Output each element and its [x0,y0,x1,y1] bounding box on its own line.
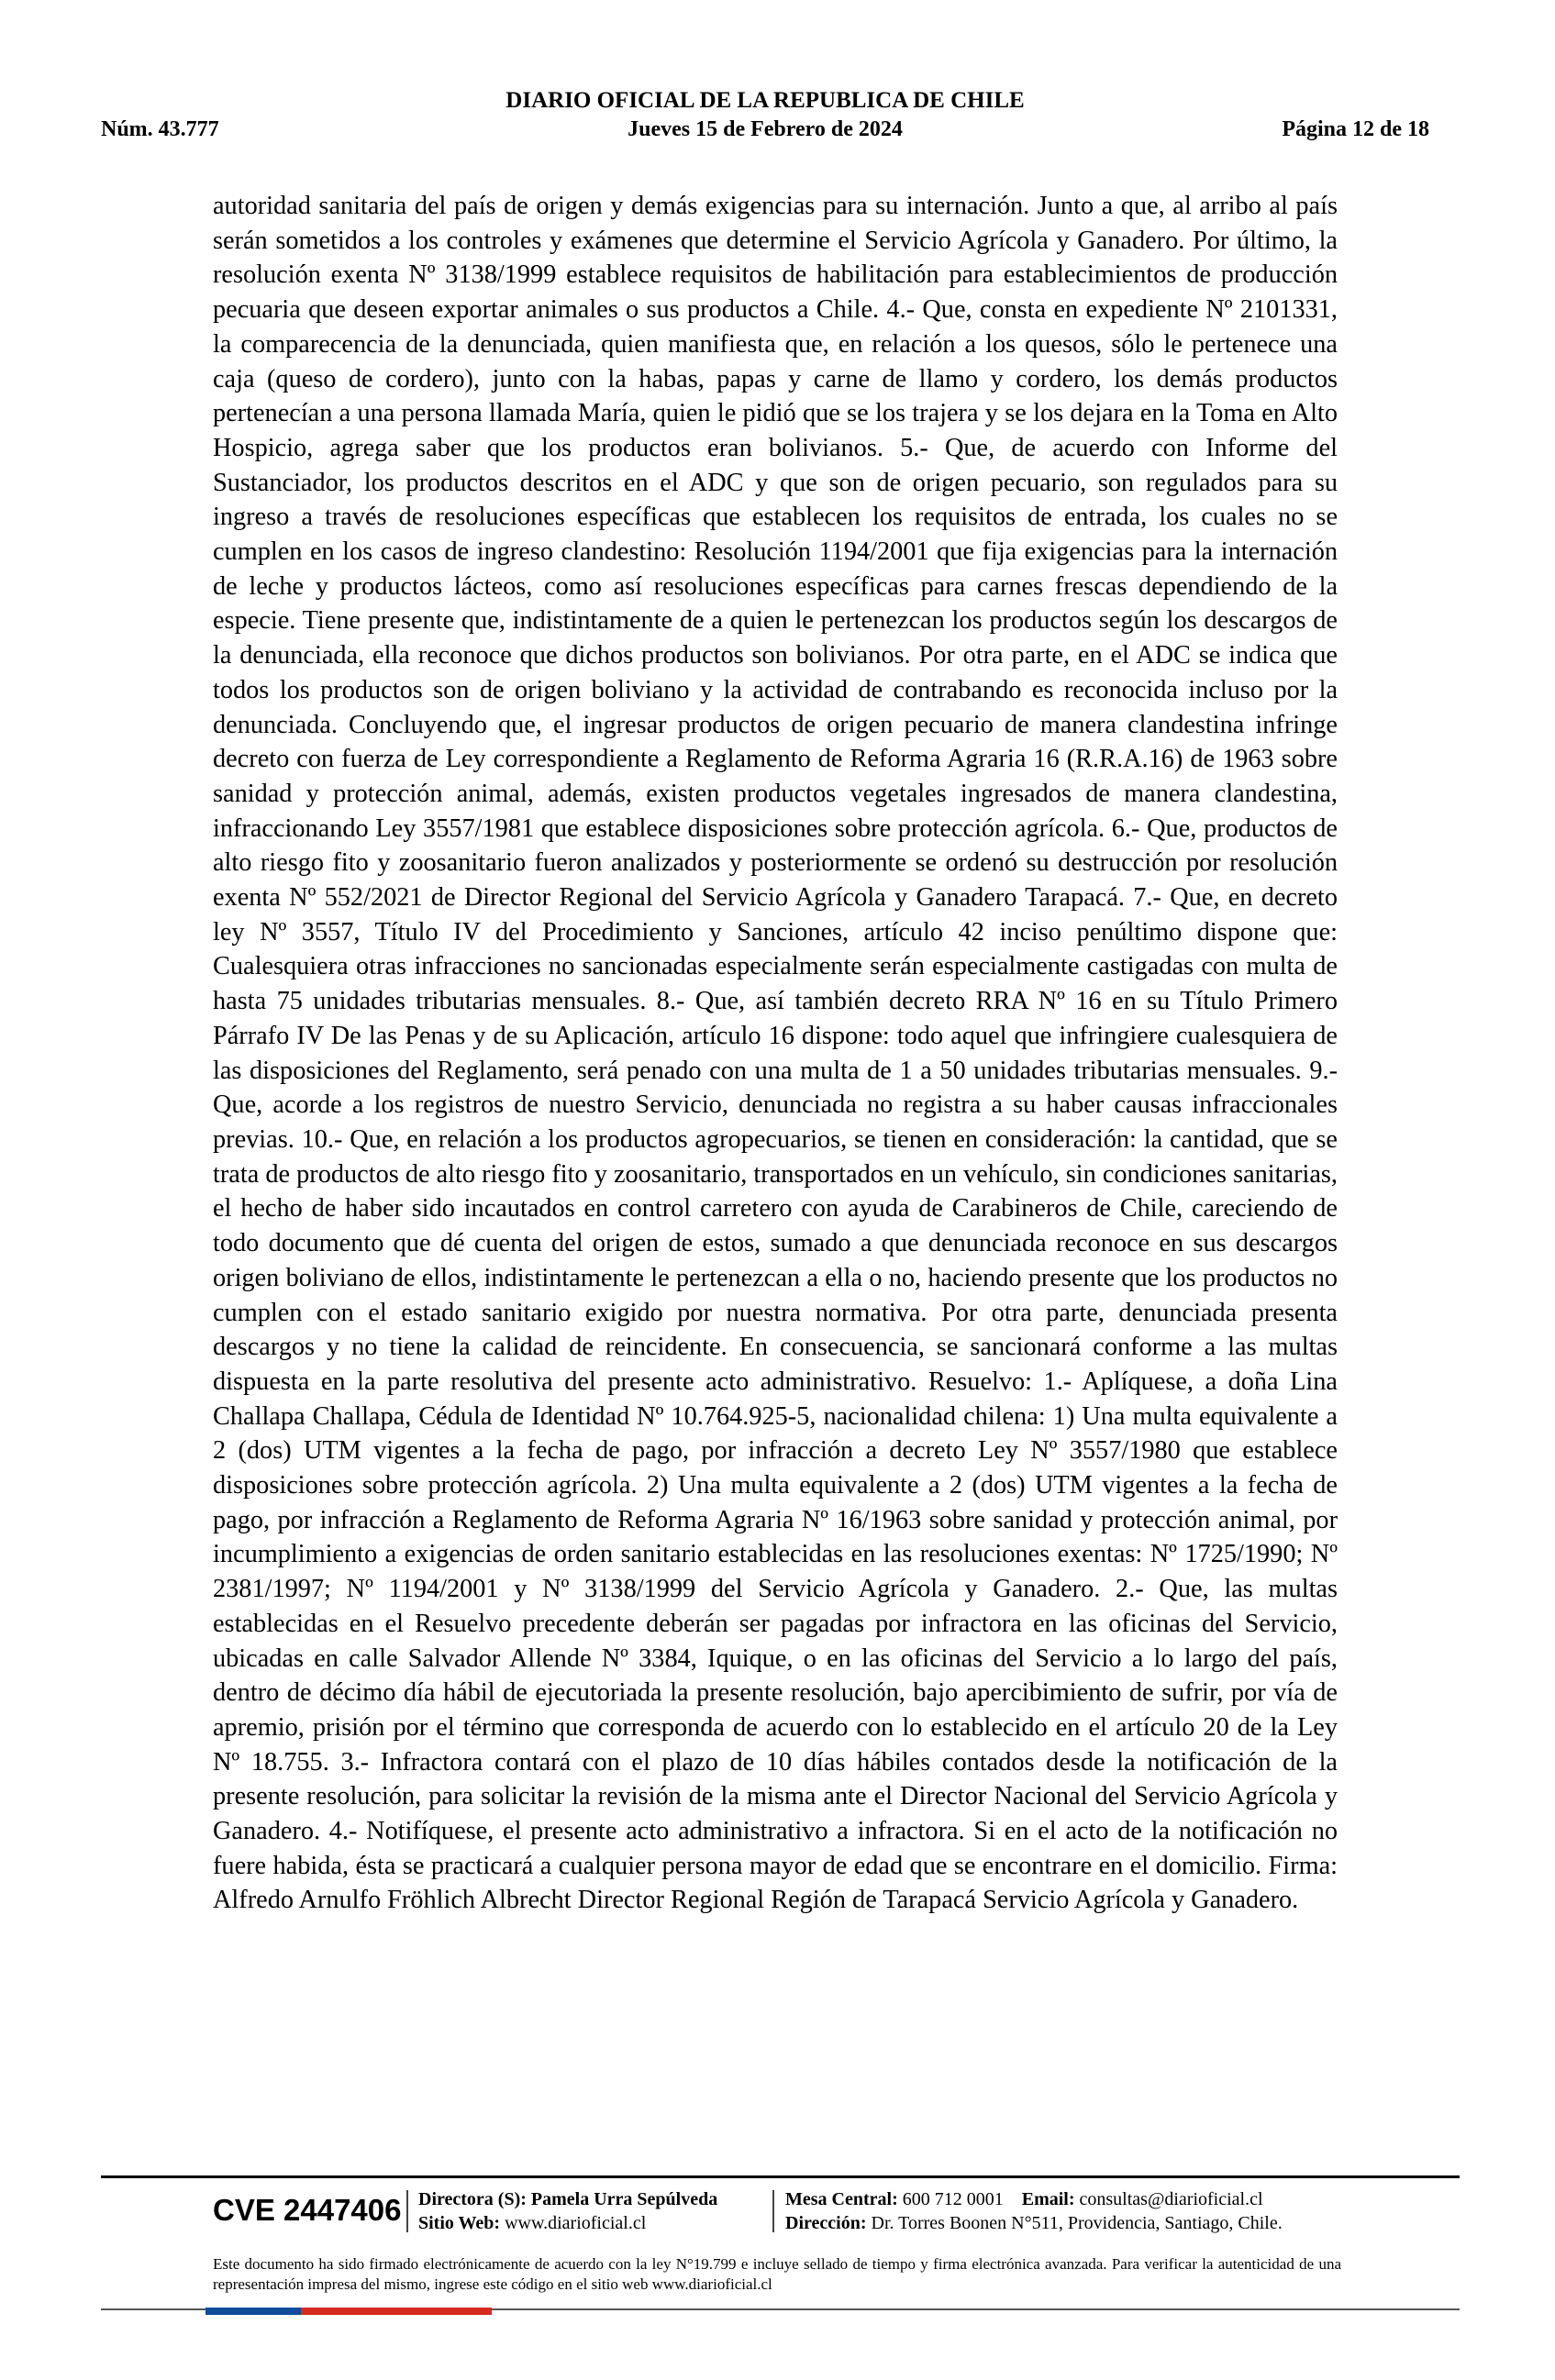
publication-title: DIARIO OFICIAL DE LA REPUBLICA DE CHILE [505,88,1025,113]
directora-label: Directora (S): [418,2189,527,2209]
page-header [101,88,1429,152]
mesa-label: Mesa Central: [785,2189,898,2209]
mesa-value: 600 712 0001 [902,2189,1004,2209]
email-label: Email: [1021,2189,1075,2209]
web-link[interactable]: www.diarioficial.cl [505,2213,647,2233]
direccion-label: Dirección: [785,2213,867,2233]
footer-contact-info [785,2187,1283,2235]
flag-stripe [205,2308,492,2315]
flag-stripe-red [396,2308,492,2315]
footer-editor-info [418,2187,717,2235]
footer-separator [772,2190,774,2232]
body-text: autoridad sanitaria del país de origen y demás exigencias para su internación. Junto a que, al arribo al país serán sometidos a los controles y exámenes que determine el Servicio Agrícola y Ganadero. Por último, la resolución exenta Nº 3138/1999 establece requisitos de habilitación para establecimientos de producción pecuaria que deseen exportar animales o sus productos a Chile. 4.- Que, consta en expediente Nº 2101331, la comparecencia de la denunciada, quien manifiesta que, en relación a los quesos, sólo le pertenece una caja (queso de cordero), junto con la habas, papas y carne de llamo y cordero, los demás productos pertenecían a una persona llamada María, quien le pidió que se los trajera y se los dejara en la Toma en Alto Hospicio, agrega saber que los productos eran bolivianos. 5.- Que, de acuerdo con Informe del Sustanciador, los productos descritos en el ADC y que son de origen pecuario, son regulados para su ingreso a través de resoluciones específicas que establecen los requisitos de entrada, los cuales no se cumplen en los casos de ingreso clandestino: Resolución 1194/2001 que fija exigencias para la internación de leche y productos lácteos, como así resoluciones específicas para carnes frescas dependiendo de la especie. Tiene presente que, indistintamente de a quien le pertenezcan los productos según los descargos de la denunciada, ella reconoce que dichos productos son bolivianos. Por otra parte, en el ADC se indica que todos los productos son de origen boliviano y la actividad de contrabando es reconocida incluso por la denunciada. Concluyendo que, el ingresar productos de origen pecuario de manera clandestina infringe decreto con fuerza de Ley correspondiente a Reglamento de Reforma Agraria 16 (R.R.A.16) de 1963 sobre sanidad y protección animal, además, existen productos vegetales ingresados de manera clandestina, infraccionando Ley 3557/1981 que establece disposiciones sobre protección agrícola. 6.- Que, productos de alto riesgo fito y zoosanitario fueron analizados y posteriormente se ordenó su destrucción por resolución exenta Nº 552/2021 de Director Regional del Servicio Agrícola y Ganadero Tarapacá. 7.- Que, en decreto ley Nº 3557, Título IV del Procedimiento y Sanciones, artículo 42 inciso penúltimo dispone que: Cualesquiera otras infracciones no sancionadas especialmente serán especialmente castigadas con multa de hasta 75 unidades tributarias mensuales. 8.- Que, así también decreto RRA Nº 16 en su Título Primero Párrafo IV De las Penas y de su Aplicación, artículo 16 dispone: todo aquel que infringiere cualesquiera de las disposiciones del Reglamento, será penado con una multa de 1 a 50 unidades tributarias mensuales. 9.- Que, acorde a los registros de nuestro Servicio, denunciada no registra a su haber causas infraccionales previas. 10.- Que, en relación a los productos agropecuarios, se tienen en consideración: la cantidad, que se trata de productos de alto riesgo fito y zoosanitario, transportados en un vehículo, sin condiciones sanitarias, el hecho de haber sido incautados en control carretero con ayuda de Carabineros de Chile, careciendo de todo documento que dé cuenta del origen de estos, sumado a que denunciada reconoce en sus descargos origen boliviano de ellos, indistintamente le pertenezcan a ella o no, haciendo presente que los productos no cumplen con el estado sanitario exigido por nuestra normativa. Por otra parte, denunciada presenta descargos y no tiene la calidad de reincidente. En consecuencia, se sancionará conforme a las multas dispuesta en la parte resolutiva del presente acto administrativo. Resuelvo: 1.- Aplíquese, a doña Lina Challapa Challapa, Cédula de Identidad Nº 10.764.925-5, nacionalidad chilena: 1) Una multa equivalente a 2 (dos) UTM vigentes a la fecha de pago, por infracción a decreto Ley Nº 3557/1980 que establece disposiciones sobre protección agrícola. 2) Una multa equivalente a 2 (dos) UTM vigentes a la fecha de pago, por infracción a Reglamento de Reforma Agraria Nº 16/1963 sobre sanidad y protección animal, por incumplimiento a exigencias de orden sanitario establecidas en las resoluciones exentas: Nº 1725/1990; Nº 2381/1997; Nº 1194/2001 y Nº 3138/1999 del Servicio Agrícola y Ganadero. 2.- Que, las multas establecidas en el Resuelvo precedente deberán ser pagadas por infractora en las oficinas del Servicio, ubicadas en calle Salvador Allende Nº 3384, Iquique, o en las oficinas del Servicio a lo largo del país, dentro de décimo día hábil de ejecutoriada la presente resolución, bajo apercibimiento de sufrir, por vía de apremio, prisión por el término que corresponda de acuerdo con lo establecido en el artículo 20 de la Ley Nº 18.755. 3.- Infractora contará con el plazo de 10 días hábiles contados desde la notificación de la presente resolución, para solicitar la revisión de la misma ante el Director Nacional del Servicio Agrícola y Ganadero. 4.- Notifíquese, el presente acto administrativo a infractora. Si en el acto de la notificación no fuere habida, ésta se practicará a cualquier persona mayor de edad que se encontrare en el domicilio. Firma: Alfredo Arnulfo Fröhlich Albrecht Director Regional Región de Tarapacá Servicio Agrícola y Ganadero. [213,192,1338,1915]
direccion-value: Dr. Torres Boonen N°511, Providencia, Santiago, Chile. [871,2213,1283,2233]
web-label: Sitio Web: [418,2213,501,2233]
signature-disclaimer: Este documento ha sido firmado electrónicamente de acuerdo con la ley N°19.799 e incluye sellado de tiempo y firma electrónica avanzada. Para verificar la autenticidad de una representación impresa del mismo, ingrese este código en el sitio web www.diarioficial.cl [213,2255,1341,2293]
page-number: Página 12 de 18 [1282,117,1429,141]
directora-value: Pamela Urra Sepúlveda [530,2189,718,2209]
footer-divider [101,2175,1460,2178]
footer-separator [406,2190,408,2232]
cve-code: CVE 2447406 [213,2193,402,2227]
issue-date: Jueves 15 de Febrero de 2024 [628,117,903,141]
flag-stripe-blue [205,2308,301,2315]
issue-number: Núm. 43.777 [101,117,219,141]
flag-stripe-red [301,2308,396,2315]
email-link[interactable]: consultas@diarioficial.cl [1079,2189,1263,2209]
